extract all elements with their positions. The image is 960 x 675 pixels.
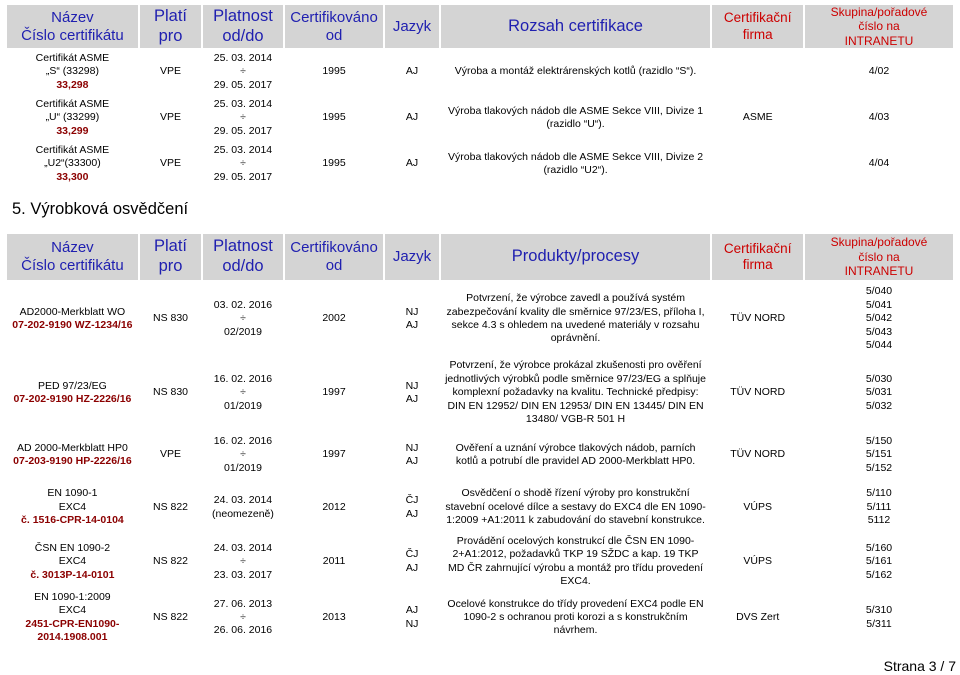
validity-dates: 25. 03. 2014 ÷ 29. 05. 2017	[213, 144, 273, 183]
language: AJ	[405, 65, 419, 78]
group-number: 5/030 5/031 5/032	[865, 372, 893, 412]
certified-since: 1997	[322, 386, 346, 399]
valid-for: NS 822	[153, 500, 189, 513]
cert-firm	[712, 142, 803, 186]
valid-for: VPE	[160, 157, 182, 170]
group-number: 5/150 5/151 5/152	[865, 434, 893, 474]
group-number: 5/110 5/111 5112	[866, 487, 892, 527]
cert-number: 33,299	[56, 124, 89, 137]
group-number: 4/04	[868, 157, 890, 170]
table-header-row	[7, 234, 953, 280]
cert-number: č. 1516-CPR-14-0104	[21, 514, 124, 527]
header-language: Jazyk	[385, 234, 438, 280]
language: ČJ AJ	[405, 494, 419, 520]
validity-dates: 24. 03. 2014 ÷ 23. 03. 2017	[213, 541, 273, 581]
header-cert-firm: Certifikační firma	[712, 234, 803, 280]
validity-dates: 27. 06. 2013 ÷ 26. 06. 2016	[213, 597, 273, 637]
table-row	[7, 482, 953, 533]
cert-firm: TÜV NORD	[730, 448, 786, 461]
valid-for: NS 822	[153, 611, 189, 624]
header-validity: Platnost od/do	[203, 5, 283, 48]
cert-firm: VÚPS	[743, 555, 772, 568]
cert-number: 33,298	[56, 78, 89, 91]
table-row	[7, 142, 953, 186]
header-name: Název Číslo certifikátu	[7, 234, 138, 280]
header-valid-for: Platí pro	[140, 234, 201, 280]
cert-number: č. 3013P-14-0101	[30, 568, 115, 581]
header-group: Skupina/pořadové číslo na INTRANETU	[805, 234, 953, 280]
cert-name: Certifikát ASME „S“ (33298) 33,298	[7, 50, 138, 94]
asme-certificates-table	[5, 3, 955, 188]
cert-number: 07-202-9190 WZ-1234/16	[12, 319, 133, 331]
table-row	[7, 358, 953, 428]
cert-name: AD2000-Merkblatt WO 07-202-9190 WZ-1234/16	[7, 282, 138, 356]
cert-firm: DVS Zert	[736, 611, 780, 624]
certified-since: 2011	[322, 555, 346, 568]
table-row	[7, 282, 953, 356]
group-number: 5/040 5/041 5/042 5/043 5/044	[865, 285, 893, 352]
cert-name: EN 1090-1:2009 EXC4 2451-CPR-EN1090-2014.1908.001	[7, 591, 138, 645]
certified-since: 2002	[322, 312, 346, 325]
certified-since: 1995	[322, 65, 346, 78]
group-number: 5/160 5/161 5/162	[865, 541, 893, 581]
language: NJ AJ	[405, 305, 419, 331]
page-number: Strana 3 / 7	[883, 658, 956, 674]
language: AJ	[405, 111, 419, 124]
validity-dates: 24. 03. 2014 (neomezeně)	[212, 494, 274, 520]
header-certified-since: Certifikováno od	[285, 5, 384, 48]
group-number: 4/03	[868, 111, 890, 124]
header-language: Jazyk	[385, 5, 438, 48]
certified-since: 1995	[322, 157, 346, 170]
valid-for: NS 830	[153, 386, 189, 399]
valid-for: NS 830	[153, 312, 189, 325]
language: AJ NJ	[405, 604, 419, 630]
group-number: 5/310 5/311	[865, 604, 893, 630]
scope: Výroba a montáž elektrárenských kotlů (razidlo “S“).	[454, 65, 697, 78]
cert-firm	[712, 50, 803, 94]
validity-dates: 16. 02. 2016 ÷ 01/2019	[213, 372, 273, 412]
product-description: Osvědčení o shodě řízení výroby pro konstrukční stavební ocelové dílce a sestavy do EXC4 dle EN 1090-1:2009 +A1:2011 k zabudování do stavební konstrukce.	[445, 487, 706, 527]
cert-name: ČSN EN 1090-2 EXC4 č. 3013P-14-0101	[7, 535, 138, 589]
product-description: Ověření a uznání výrobce tlakových nádob, parních kotlů a potrubí dle pravidel AD 2000-Merkblatt HP0.	[455, 441, 696, 467]
validity-dates: 25. 03. 2014 ÷ 29. 05. 2017	[213, 52, 273, 91]
valid-for: VPE	[160, 65, 182, 78]
validity-dates: 25. 03. 2014 ÷ 29. 05. 2017	[213, 98, 273, 137]
cert-firm: VÚPS	[743, 500, 772, 513]
cert-number: 07-202-9190 HZ-2226/16	[13, 393, 132, 405]
table-row	[7, 535, 953, 589]
scope: Výroba tlakových nádob dle ASME Sekce VIII, Divize 2 (razidlo “U2“).	[448, 150, 704, 177]
header-scope: Rozsah certifikace	[441, 5, 711, 48]
table-row	[7, 591, 953, 645]
header-products: Produkty/procesy	[441, 234, 711, 280]
header-name: Název Číslo certifikátu	[7, 5, 138, 48]
certified-since: 2012	[322, 500, 346, 513]
table-row	[7, 96, 953, 140]
valid-for: VPE	[160, 448, 182, 461]
validity-dates: 03. 02. 2016 ÷ 02/2019	[213, 298, 273, 338]
cert-name: Certifikát ASME „U2“(33300) 33,300	[7, 142, 138, 186]
table-row	[7, 430, 953, 480]
table-row	[7, 50, 953, 94]
scope: Výroba tlakových nádob dle ASME Sekce VIII, Divize 1 (razidlo “U“).	[448, 104, 704, 131]
cert-name: Certifikát ASME „U“ (33299) 33,299	[7, 96, 138, 140]
product-certificates-table	[5, 232, 955, 647]
certified-since: 1997	[322, 448, 346, 461]
cert-name: PED 97/23/EG 07-202-9190 HZ-2226/16	[7, 358, 138, 428]
cert-number: 33,300	[56, 170, 89, 183]
header-group: Skupina/pořadové číslo na INTRANETU	[805, 5, 953, 48]
cert-firm: ASME	[742, 111, 773, 124]
cert-number: 2451-CPR-EN1090-2014.1908.001	[25, 617, 120, 644]
header-certified-since: Certifikováno od	[285, 234, 384, 280]
group-number: 4/02	[868, 65, 890, 78]
cert-firm: TÜV NORD	[730, 312, 786, 325]
language: NJ AJ	[405, 379, 419, 405]
cert-firm: TÜV NORD	[730, 386, 786, 399]
cert-name: AD 2000-Merkblatt HP0 07-203-9190 HP-2226/16	[7, 430, 138, 480]
section-title: 5. Výrobková osvědčení	[12, 200, 189, 218]
product-description: Potvrzení, že výrobce prokázal zkušenosti pro ověření jednotlivých výrobků podle směrnice 97/23/EG a splňuje komplexní požadavky na kvalitu. Technické předpisy: DIN EN 12952/ DIN EN 12953/ DIN EN 13445/ DIN EN 13480/ VGB-R 501 H	[445, 359, 706, 426]
header-validity: Platnost od/do	[203, 234, 283, 280]
language: AJ	[405, 157, 419, 170]
language: ČJ AJ	[405, 548, 419, 574]
cert-number: 07-203-9190 HP-2226/16	[13, 455, 132, 467]
product-description: Potvrzení, že výrobce zavedl a používá systém zabezpečování kvality dle směrnice 97/23/ES, příloha I, sekce 4.3 s ohledem na uvedené materiály v rozsahu oprávnění.	[446, 292, 705, 345]
valid-for: VPE	[160, 111, 182, 124]
certified-since: 1995	[322, 111, 346, 124]
cert-name: EN 1090-1 EXC4 č. 1516-CPR-14-0104	[7, 482, 138, 533]
product-description: Provádění ocelových konstrukcí dle ČSN EN 1090-2+A1:2012, požadavků TKP 19 SŽDC a kap. 19 TKP MD ČR zahrnující výrobu a montáž pro třídu provedení EXC4.	[448, 535, 704, 588]
header-valid-for: Platí pro	[140, 5, 201, 48]
validity-dates: 16. 02. 2016 ÷ 01/2019	[213, 434, 273, 474]
product-description: Ocelové konstrukce do třídy provedení EXC4 podle EN 1090-2 s ochranou proti korozi a s konstrukčním návrhem.	[447, 597, 704, 637]
valid-for: NS 822	[153, 555, 189, 568]
certified-since: 2013	[322, 611, 346, 624]
table-header-row	[7, 5, 953, 48]
language: NJ AJ	[405, 441, 419, 467]
header-cert-firm: Certifikační firma	[712, 5, 803, 48]
